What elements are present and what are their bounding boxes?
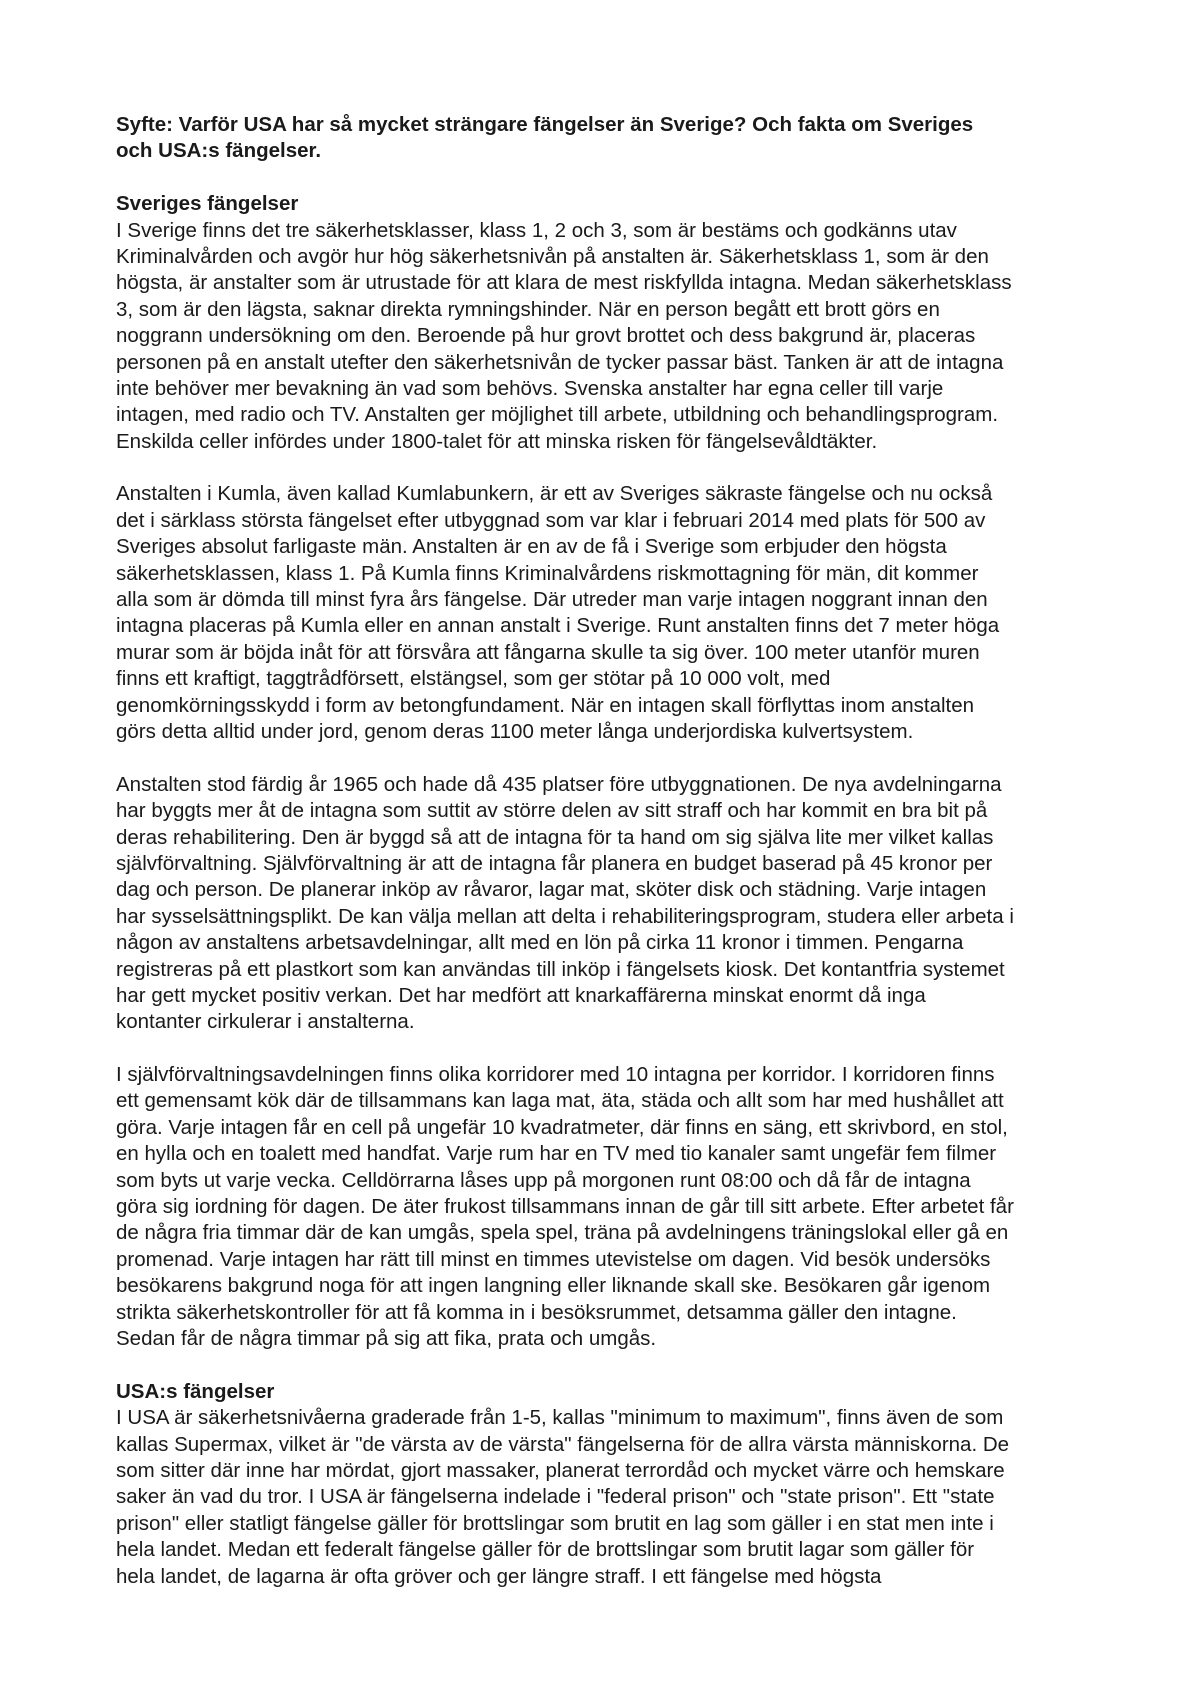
text-line: besökarens bakgrund noga för att ingen langning eller liknande skall ske. Besökaren går igenom — [116, 1274, 991, 1298]
section-heading: USA:s fängelser — [116, 1379, 275, 1403]
text-line: någon av anstaltens arbetsavdelningar, allt med en lön på cirka 11 kronor i timmen. Pengarna — [116, 931, 964, 955]
text-line: promenad. Varje intagen har rätt till minst en timmes utevistelse om dagen. Vid besök undersöks — [116, 1247, 991, 1271]
text-line: de några fria timmar där de kan umgås, spela spel, träna på avdelningens träningslokal eller gå en — [116, 1221, 1009, 1245]
text-line: I självförvaltningsavdelningen finns olika korridorer med 10 intagna per korridor. I korridoren finns — [116, 1063, 995, 1087]
text-line: säkerhetsklassen, klass 1. På Kumla finns Kriminalvårdens riskmottagning för män, dit kommer — [116, 561, 979, 585]
text-line: Sedan får de några timmar på sig att fika, prata och umgås. — [116, 1326, 657, 1350]
text-line: hela landet, de lagarna är ofta gröver och ger längre straff. I ett fängelse med högsta — [116, 1564, 882, 1588]
text-line: göra sig iordning för dagen. De äter frukost tillsammans innan de går till sitt arbete. Efter arbetet får — [116, 1195, 1014, 1219]
section-usa — [116, 1379, 1096, 1590]
text-line: görs detta alltid under jord, genom deras 1100 meter långa underjordiska kulvertsystem. — [116, 720, 914, 743]
text-line: Anstalten stod färdig år 1965 och hade då 435 platser före utbyggnationen. De nya avdelningarna — [116, 772, 1002, 796]
paragraph — [116, 772, 1096, 1036]
text-line: som sitter där inne har mördat, gjort massaker, planerat terrordåd och mycket värre och hemskare — [116, 1458, 1005, 1482]
text-line: kallas Supermax, vilket är "de värsta av de värsta" fängelserna för de allra värsta människorna. De — [116, 1432, 1010, 1456]
text-line: dag och person. De planerar inköp av råvaror, lagar mat, sköter disk och städning. Varje intagen — [116, 878, 987, 902]
text-line: noggrann undersökning om den. Beroende på hur grovt brottet och dess bakgrund är, placeras — [116, 324, 976, 348]
text-line: Anstalten i Kumla, även kallad Kumlabunkern, är ett av Sveriges säkraste fängelse och nu också — [116, 482, 993, 506]
paragraph — [116, 1405, 1096, 1590]
text-line: I Sverige finns det tre säkerhetsklasser, klass 1, 2 och 3, som är bestäms och godkänns utav — [116, 218, 957, 242]
text-line: har gett mycket positiv verkan. Det har medfört att knarkaffärerna minskat enormt då inga — [116, 983, 926, 1007]
text-line: murar som är böjda inåt för att försvåra att fångarna skulle ta sig över. 100 meter utanför muren — [116, 640, 980, 664]
text-line: Enskilda celler infördes under 1800-talet för att minska risken för fängelsevåldtäkter. — [116, 429, 878, 453]
text-line: I USA är säkerhetsnivåerna graderade från 1-5, kallas "minimum to maximum", finns även de som — [116, 1406, 1004, 1430]
text-line: genomkörningsskydd i form av betongfundament. När en intagen skall förflyttas inom anstalten — [116, 693, 975, 717]
document-page — [116, 112, 1096, 1590]
text-line: Sveriges absolut farligaste män. Anstalten är en av de få i Sverige som erbjuder den högsta — [116, 535, 947, 559]
text-line: hela landet. Medan ett federalt fängelse gäller för de brottslingar som brutit lagar som gäller för — [116, 1538, 975, 1562]
text-line: strikta säkerhetskontroller för att få komma in i besöksrummet, detsamma gäller den intagne. — [116, 1300, 957, 1324]
text-line: personen på en anstalt utefter den säkerhetsnivån de tycker passar bäst. Tanken är att de intagna — [116, 350, 1004, 374]
paragraph — [116, 481, 1096, 745]
section-sweden — [116, 191, 1096, 1352]
text-line: inte behöver mer bevakning än vad som behövs. Svenska anstalter har egna celler till varje — [116, 376, 944, 400]
text-line: högsta, är anstalter som är utrustade för att klara de mest riskfyllda intagna. Medan säkerhetsklass — [116, 271, 1012, 295]
text-line: finns ett kraftigt, taggtrådförsett, elstängsel, som ger stötar på 10 000 volt, med — [116, 667, 831, 691]
section-heading: Sveriges fängelser — [116, 192, 299, 216]
text-line: har byggts mer åt de intagna som suttit av större delen av sitt straff och har kommit en bra bit på — [116, 799, 988, 823]
text-line: som byts ut varje vecka. Celldörrarna låses upp på morgonen runt 08:00 och då får de intagna — [116, 1168, 971, 1192]
text-line: registreras på ett plastkort som kan användas till inköp i fängelsets kiosk. Det kontantfria systemet — [116, 957, 1005, 981]
document-title — [116, 112, 1096, 165]
text-line: ett gemensamt kök där de tillsammans kan laga mat, äta, städa och allt som har med hushållet att — [116, 1089, 1004, 1113]
text-line: 3, som är den lägsta, saknar direkta rymningshinder. När en person begått ett brott görs en — [116, 297, 940, 321]
title-line: och USA:s fängelser. — [116, 139, 322, 163]
paragraph — [116, 218, 1096, 456]
text-line: alla som är dömda till minst fyra års fängelse. Där utreder man varje intagen noggrant innan den — [116, 588, 988, 612]
title-line: Syfte: Varför USA har så mycket strängare fängelser än Sverige? Och fakta om Sveriges — [116, 113, 974, 136]
text-line: det i särklass största fängelset efter utbyggnad som var klar i februari 2014 med plats för 500 av — [116, 508, 986, 532]
text-line: göra. Varje intagen får en cell på ungefär 10 kvadratmeter, där finns en säng, ett skrivbord, en stol, — [116, 1115, 1008, 1139]
text-line: intagna placeras på Kumla eller en annan anstalt i Sverige. Runt anstalten finns det 7 meter höga — [116, 614, 1000, 638]
text-line: kontanter cirkulerar i anstalterna. — [116, 1010, 415, 1034]
text-line: självförvaltning. Självförvaltning är att de intagna får planera en budget baserad på 45 kronor per — [116, 851, 993, 875]
text-line: deras rehabilitering. Den är byggd så att de intagna för ta hand om sig själva lite mer vilket kallas — [116, 825, 994, 849]
text-line: Kriminalvården och avgör hur hög säkerhetsnivån på anstalten är. Säkerhetsklass 1, som är den — [116, 244, 989, 268]
text-line: en hylla och en toalett med handfat. Varje rum har en TV med tio kanaler samt ungefär fem filmer — [116, 1142, 997, 1166]
text-line: prison" eller statligt fängelse gäller för brottslingar som brutit en lag som gäller i en stat men inte i — [116, 1511, 994, 1535]
text-line: har sysselsättningsplikt. De kan välja mellan att delta i rehabiliteringsprogram, studera eller arbeta i — [116, 904, 1014, 928]
text-line: saker än vad du tror. I USA är fängelserna indelade i "federal prison" och "state prison". Ett "state — [116, 1485, 995, 1509]
text-line: intagen, med radio och TV. Anstalten ger möjlighet till arbete, utbildning och behandlingsprogram. — [116, 403, 999, 427]
paragraph — [116, 1062, 1096, 1352]
